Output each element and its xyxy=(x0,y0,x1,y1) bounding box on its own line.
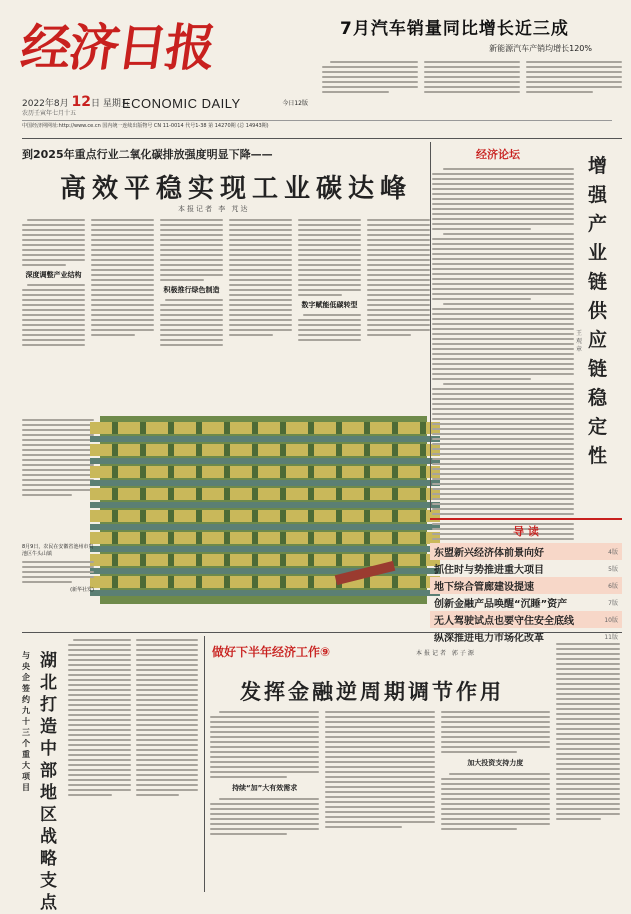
text-column xyxy=(441,708,550,890)
hubei-subtitle: 与央企签约九十三个重大项目 xyxy=(22,651,30,792)
top-story-headline: 7月汽车销量同比增长近三成 xyxy=(340,19,569,39)
guide-item[interactable]: 纵深推进电力市场化改革 11版 xyxy=(434,633,618,644)
text-column xyxy=(160,216,223,404)
english-name: ECONOMIC DAILY xyxy=(122,96,241,111)
lead-story-byline: 本报记者 李 芃达 xyxy=(178,205,250,213)
caption-credit: (新华社发) xyxy=(70,587,94,593)
text-column xyxy=(210,708,319,890)
date-day: 12 xyxy=(71,94,91,110)
news-photo xyxy=(100,416,427,604)
forum-column xyxy=(432,146,574,510)
divider xyxy=(204,636,205,892)
caption-text: 8月9日，农民在安徽省池州市贵池区牛头山镇 xyxy=(22,544,94,557)
newspaper-logo: 经济日报 xyxy=(17,18,218,77)
section-subhead: 深度调整产业结构 xyxy=(25,271,82,279)
guide-item[interactable]: 抓住时与势推进重大项目 5版 xyxy=(434,565,618,576)
hubei-title: 湖北打造中部地区战略支点 xyxy=(40,651,57,913)
publication-info-bar: 中国经济网网址:http://www.ce.cn 国内统一连续出版物号 CN 11-0014 代号1-38 第 14270期 (总 14943期) xyxy=(22,120,612,128)
guide-item[interactable]: 东盟新兴经济体前景向好 4版 xyxy=(430,543,622,560)
photo-caption xyxy=(22,544,94,606)
section-subhead: 数字赋能低碳转型 xyxy=(301,301,358,309)
text-column xyxy=(229,216,292,404)
text-column xyxy=(91,216,154,404)
text-column xyxy=(22,216,85,404)
section-subhead: 持续“加”大有效需求 xyxy=(232,784,298,792)
forum-author: 王观章 xyxy=(576,330,583,353)
lunar-date: 农历壬寅年七月十五 xyxy=(22,110,77,117)
guide-item[interactable]: 地下综合管廊建设提速 6版 xyxy=(430,577,622,594)
text-column xyxy=(367,216,430,404)
guide-item[interactable]: 创新金融产品唤醒“沉睡”资产 7版 xyxy=(434,599,618,610)
text-column xyxy=(298,216,361,404)
divider xyxy=(22,632,622,633)
top-story-header xyxy=(340,14,620,54)
text-column xyxy=(22,416,94,536)
section-subhead: 积极推行绿色制造 xyxy=(163,286,220,294)
lead-story-body xyxy=(22,216,430,404)
guide-box xyxy=(430,518,622,644)
section-subhead: 加大投资支持力度 xyxy=(467,759,524,767)
page-count: 今日12版 xyxy=(282,100,308,107)
text-column xyxy=(136,636,199,886)
text-column xyxy=(526,58,622,116)
finance-title: 发挥金融逆周期调节作用 xyxy=(240,680,504,704)
text-column xyxy=(424,58,520,116)
finance-body xyxy=(210,708,550,890)
text-column xyxy=(322,58,418,116)
date-weekday: 星期五 xyxy=(102,99,130,109)
lead-story-kicker: 到2025年重点行业二氧化碳排放强度明显下降—— xyxy=(22,148,273,161)
hubei-body xyxy=(68,636,198,886)
forum-title: 增强产业链供应链稳定性 xyxy=(588,155,608,467)
text-column xyxy=(68,636,131,886)
issue-date: 2022年8月 12日 星期五 xyxy=(22,94,130,110)
forum-body xyxy=(432,168,574,513)
finance-kicker: 做好下半年经济工作⑨ xyxy=(212,645,331,659)
guide-title: 导 读 xyxy=(430,518,622,539)
text-column xyxy=(556,640,620,890)
divider xyxy=(22,138,622,139)
forum-label: 经济论坛 xyxy=(476,148,520,161)
date-year-month: 2022年8月 xyxy=(22,99,69,109)
finance-byline: 本报记者 郭子源 xyxy=(416,650,476,657)
guide-list xyxy=(430,543,622,645)
top-story-body xyxy=(322,58,622,116)
lead-story-title: 高效平稳实现工业碳达峰 xyxy=(60,174,413,204)
guide-item[interactable]: 无人驾驶试点也要守住安全底线 10版 xyxy=(430,611,622,628)
divider xyxy=(430,142,431,512)
top-story-subhead: 新能源汽车产销均增长120% xyxy=(489,44,592,53)
text-column xyxy=(325,708,434,890)
